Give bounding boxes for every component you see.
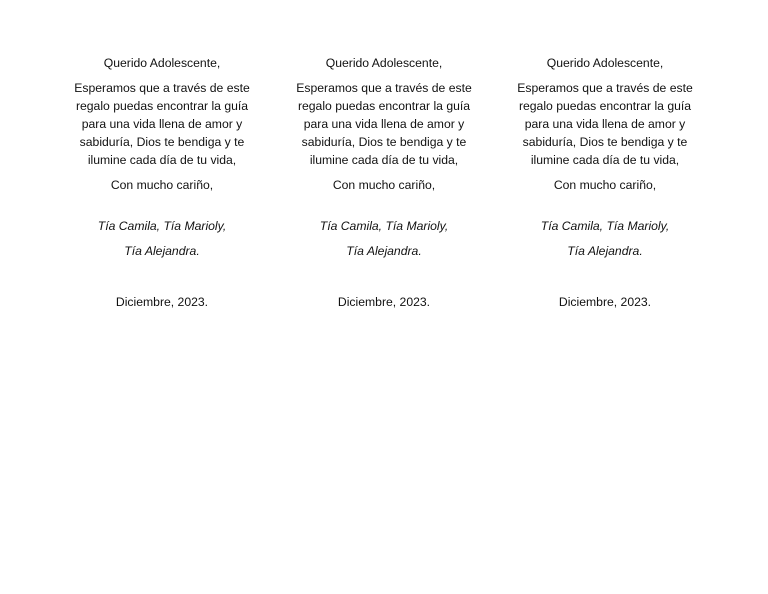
- card-greeting: Querido Adolescente,: [546, 56, 664, 70]
- dedication-card: [514, 54, 696, 311]
- card-signers-second-line: Tía Alejandra.: [567, 244, 643, 258]
- card-signers: Tía Camila, Tía Marioly,: [540, 219, 670, 233]
- card-message: Esperamos que a través de este regalo puedas encontrar la guía para una vida llena de amor y sabiduría, Dios te bendiga y te ilumine cada día de tu vida,: [517, 81, 693, 167]
- card-date: Diciembre, 2023.: [115, 295, 209, 309]
- card-closing: Con mucho cariño,: [332, 178, 436, 192]
- card-greeting: Querido Adolescente,: [325, 56, 443, 70]
- card-closing: Con mucho cariño,: [553, 178, 657, 192]
- card-greeting: Querido Adolescente,: [103, 56, 221, 70]
- dedication-card: [293, 54, 475, 311]
- card-signers: Tía Camila, Tía Marioly,: [319, 219, 449, 233]
- card-signers: Tía Camila, Tía Marioly,: [97, 219, 227, 233]
- card-signers-second-line: Tía Alejandra.: [346, 244, 422, 258]
- card-message: Esperamos que a través de este regalo puedas encontrar la guía para una vida llena de amor y sabiduría, Dios te bendiga y te ilumine cada día de tu vida,: [74, 81, 250, 167]
- card-message: Esperamos que a través de este regalo puedas encontrar la guía para una vida llena de amor y sabiduría, Dios te bendiga y te ilumine cada día de tu vida,: [296, 81, 472, 167]
- card-date: Diciembre, 2023.: [337, 295, 431, 309]
- card-closing: Con mucho cariño,: [110, 178, 214, 192]
- dedication-card: [71, 54, 253, 311]
- card-date: Diciembre, 2023.: [558, 295, 652, 309]
- card-signers-second-line: Tía Alejandra.: [124, 244, 200, 258]
